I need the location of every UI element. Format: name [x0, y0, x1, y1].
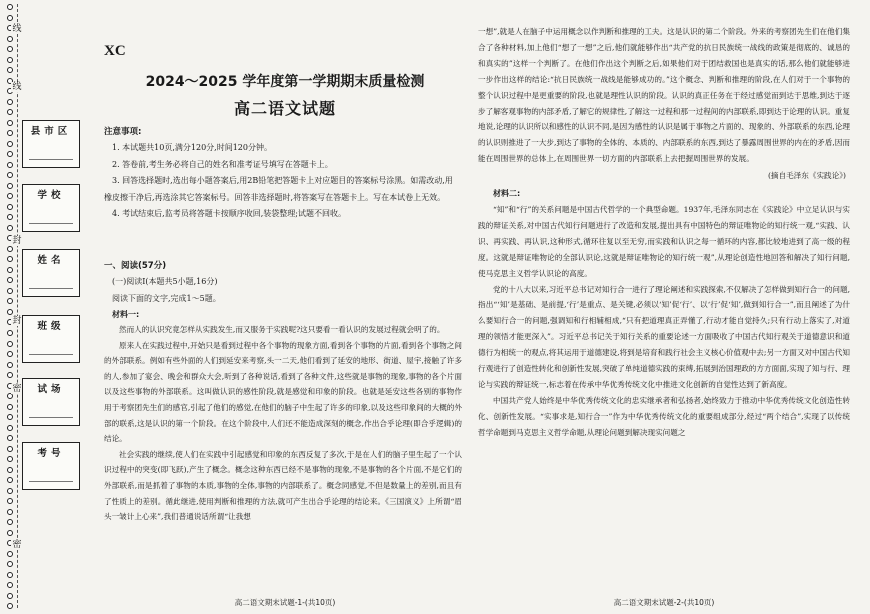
binding-hole [7, 477, 13, 483]
material-one-text [104, 322, 462, 525]
binding-hole [7, 204, 13, 210]
seal-mark: 封 [12, 316, 22, 326]
paper-title: 高二语文试题 [233, 99, 336, 118]
note-item: 4. 考试结束后,监考员将答题卡按顺序收回,装袋整理;试题不回收。 [112, 209, 346, 218]
binding-hole [7, 603, 13, 609]
binding-hole [7, 183, 13, 189]
binding-hole [7, 341, 13, 347]
binding-hole [7, 151, 13, 157]
seal-mark: 线 [12, 24, 22, 34]
binding-hole [7, 572, 13, 578]
seal-mark: 线 [12, 82, 22, 92]
binding-hole [7, 109, 13, 115]
right-page-text [478, 24, 850, 441]
binding-hole [7, 404, 13, 410]
binding-hole [7, 141, 13, 147]
seal-line [17, 4, 18, 608]
field-exam-number[interactable]: 考号 [22, 442, 80, 490]
field-class[interactable]: 班级 [22, 315, 80, 363]
page-footer-left: 高二语文期末试题-1-(共10页) [234, 598, 336, 607]
binding-hole [7, 488, 13, 494]
binding-hole [7, 267, 13, 273]
paragraph: 原来人在实践过程中,开始只是看到过程中各个事物的现象方面,看到各个事物的片面,看到各个事物之间的外部联系。例如有些外面的人们到延安来考察,头一二天,他们看到了延安的地形、街道、屋宇,接触了许多的人,参加了宴会、晚会和群众大会,听到了各种说话,看到了各种文件,这些就是事物的现象,事物的各个片面以及这些事物的外部联系。这叫做认识的感性阶段,就是感觉和印象的阶段。也就是延安这些各别的事物作用于考察团先生们的感官,引起了他们的感觉,在他们的脑子中生起了许多的印象,以及这些印象间的大概的外部的联系,这是认识的第一个阶段。在这个阶段中,人们还不能造成深刻的概念,作出合乎论理(即合乎逻辑)的结论。 [104, 340, 462, 444]
binding-strip [0, 0, 100, 614]
seal-mark: 密 [12, 540, 22, 550]
binding-hole [7, 561, 13, 567]
binding-hole [7, 425, 13, 431]
binding-hole [7, 46, 13, 52]
notes-heading: 注意事项: [104, 127, 142, 137]
field-school[interactable]: 学校 [22, 184, 80, 232]
binding-hole [7, 509, 13, 515]
binding-hole [7, 120, 13, 126]
binding-hole [7, 414, 13, 420]
binding-hole [7, 435, 13, 441]
binding-hole [7, 225, 13, 231]
binding-hole [7, 446, 13, 452]
binding-hole [7, 172, 13, 178]
binding-hole [7, 593, 13, 599]
seal-mark: 密 [12, 384, 22, 394]
field-name[interactable]: 姓名 [22, 249, 80, 297]
paragraph: 一想”,就是人在脑子中运用概念以作判断和推理的工夫。这是认识的第二个阶段。外来的考察团先生们在他们集合了各种材料,加上他们“想了一想”之后,他们就能够作出“共产党的抗日民族统一战线的政策是彻底的、诚恳的和真实的”这样一个判断了。在他们作出这个判断之后,如果他们对于团结救国也是真实的话,那么他们就能够进一步作出这样的结论:“抗日民族统一战线是能够成功的。”这个概念、判断和推理的阶段,在人们对于一个事物的整个认识过程中是更重要的阶段,也就是理性认识的阶段。认识的真正任务在于经过感觉而到达于思维,到达于逐步了解客观事物的内部矛盾,了解它的规律性,了解这一过程和那一过程间的内部联系,即到达于论理的认识。重复地说,论理的认识所以和感性的认识不同,是因为感性的认识是属于事物之片面的、现象的、外部联系的东西,论理的认识则推进了一大步,到达了事物的全体的、本质的、内部联系的东西,到达了暴露周围世界的内在的矛盾,因而能在周围世界的总体上,在周围世界一切方面的内部联系上去把握周围世界的发展。 [478, 27, 850, 164]
binding-hole [7, 498, 13, 504]
binding-hole [7, 36, 13, 42]
seal-mark: 封 [12, 236, 22, 246]
binding-hole [7, 57, 13, 63]
binding-hole [7, 456, 13, 462]
field-exam-room[interactable]: 试场 [22, 378, 80, 426]
paragraph: 社会实践的继续,使人们在实践中引起感觉和印象的东西反复了多次,于是在人们的脑子里生起了一个认识过程中的突变(即飞跃),产生了概念。概念这种东西已经不是事物的现象,不是事物的各个片面,不是它们的外部联系,而是抓着了事物的本质,事物的全体,事物的内部联系了。概念同感觉,不但是数量上的差别,而且有了性质上的差别。循此继进,使用判断和推理的方法,就可产生出合乎论理的结论来。《三国演义》上所谓“眉头一皱计上心来”,我们普通说话所谓“让我想 [104, 449, 462, 522]
subsection-heading: (一)阅读Ⅰ(本题共5小题,16分) [112, 277, 218, 286]
material-one-label: 材料一: [112, 310, 140, 319]
binding-hole [7, 130, 13, 136]
binding-hole [7, 530, 13, 536]
binding-hole [7, 351, 13, 357]
binding-hole [7, 362, 13, 368]
binding-hole [7, 298, 13, 304]
section-heading: 一、阅读(57分) [104, 261, 167, 271]
binding-hole [7, 193, 13, 199]
binding-hole [7, 99, 13, 105]
binding-hole [7, 4, 13, 10]
binding-holes [6, 4, 14, 610]
binding-hole [7, 162, 13, 168]
instruction-text: 阅读下面的文字,完成1～5题。 [112, 294, 221, 303]
note-item: 3. 回答选择题时,选出每小题答案后,用2B铅笔把答题卡上对应题目的答案标号涂黑。如需改动,用橡皮擦干净后,再选涂其它答案标号。回答非选择题时,将答案写在答题卡上。写在本试卷上无效。 [104, 176, 453, 202]
binding-hole [7, 309, 13, 315]
binding-hole [7, 277, 13, 283]
binding-hole [7, 288, 13, 294]
paragraph: 然而人的认识究竟怎样从实践发生,而又服务于实践呢?这只要看一看认识的发展过程就会明了的。 [119, 325, 445, 334]
binding-hole [7, 67, 13, 73]
note-item: 2. 答卷前,考生务必将自己的姓名和准考证号填写在答题卡上。 [112, 159, 333, 169]
binding-hole [7, 467, 13, 473]
material-two-label: 材料二: [493, 189, 521, 199]
paragraph: 党的十八大以来,习近平总书记对知行合一进行了理论阐述和实践探索,不仅解决了怎样做到知行合一的问题,指出“‘知’是基础、是前提,‘行’是重点、是关键,必须以‘知’促‘行’、以‘行’促‘知’,做到知行合一”,而且阐述了为什么要知行合一的问题,强调知和行相辅相成,“只有把道理真正弄懂了,行动才能自觉持久;只有行动上落实了,对道理的领悟才能更深入”。习近平总书记关于知行关系的重要论述一方面吸收了中国古代知行观关于道德意识和道德行为相统一的观点,将其运用于道德建设,将到是培育和践行社会主义核心价值观中去;另一方面又对中国古代知行观进行了创造性转化和创新性发展,突破了单纯道德实践的束缚,拓展到治国理政的方方面面,实现了知与行、理论与实践的辩证统一,标志着在传承中华优秀传统文化中推进文化创新的自觉性达到了新高度。 [478, 284, 850, 389]
field-county[interactable]: 县市区 [22, 120, 80, 168]
binding-hole [7, 519, 13, 525]
binding-hole [7, 582, 13, 588]
binding-hole [7, 372, 13, 378]
binding-hole [7, 256, 13, 262]
paper-code: XC [104, 43, 126, 59]
binding-hole [7, 214, 13, 220]
binding-hole [7, 551, 13, 557]
page-footer-right: 高二语文期末试题-2-(共10页) [613, 598, 715, 607]
paragraph: 中国共产党人始终是中华优秀传统文化的忠实继承者和弘扬者,始终致力于推动中华优秀传统文化创造性转化、创新性发展。“实事求是,知行合一”作为中华优秀传统文化的重要组成部分,经过“两个结合”,实现了以传统哲学命题到马克思主义哲学命题,从理论问题到解决现实问题之 [478, 395, 850, 437]
note-item: 1. 本试题共10页,满分120分,时间120分钟。 [112, 143, 272, 152]
binding-hole [7, 15, 13, 21]
source-citation: (摘自毛泽东《实践论》) [767, 171, 846, 181]
binding-hole [7, 246, 13, 252]
binding-hole [7, 330, 13, 336]
exam-title: 2024～2025 学年度第一学期期末质量检测 [145, 74, 425, 90]
paragraph: “知”和“行”的关系问题是中国古代哲学的一个典型命题。1937年,毛泽东同志在《实践论》中立足认识与实践的辩证关系,对中国古代知行问题进行了改造和发展,提出具有中国特色的辩证唯物论的知行统一观,“实践、认识、再实践、再认识,这种形式,循环往复以至无穷,而实践和认识之每一循环的内容,都比较地进到了高一级的程度。这就是辩证唯物论的全部认识论,这就是辩证唯物论的知行统一观”,从理论创造性地回答和解决了知行问题,使马克思主义哲学认识论的高度。 [478, 204, 850, 278]
notes-list [104, 140, 460, 223]
